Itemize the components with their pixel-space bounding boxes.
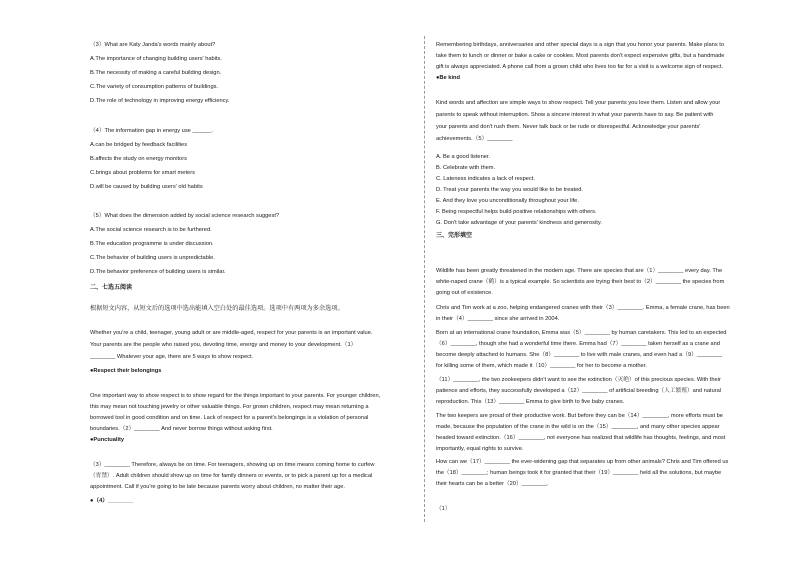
cloze-p6-line-3: their hearts can be a better（20）________. — [436, 481, 549, 487]
question-3-option-c: C.The variety of consumption patterns of buildings. — [90, 84, 219, 90]
question-4-option-b: B.affects the study on energy monitors — [90, 156, 187, 162]
belongings-line-3: borrowed tool in good condition and on time. Lack of respect for a parent's belongings is a violation of personal — [90, 415, 369, 421]
option-a: A. Be a good listener. — [436, 154, 491, 160]
cloze-p3-line-1: Born at an international crane foundation, Emma was（5）________ by human caretakers. This led to an expected — [436, 330, 727, 336]
question-5-option-d: D.The behavior preference of building users is similar. — [90, 269, 226, 275]
question-5-option-a: A.The social science research is to be furthered. — [90, 227, 212, 233]
question-3-option-a: A.The importance of changing building users' habits. — [90, 56, 222, 62]
right-column — [436, 0, 770, 562]
question-5-option-c: C.The behavior of building users is unpredictable. — [90, 255, 215, 261]
option-c: C. Lateness indicates a lack of respect. — [436, 176, 535, 182]
left-column — [90, 0, 410, 562]
passage-intro-line-2: Your parents are the people who raised you, devoting time, energy and money to your development.（1） — [90, 342, 357, 348]
passage-intro-line-3: ________ Whatever your age, there are 5 ways to show respect. — [90, 354, 254, 360]
punctuality-line-2: （宵禁）. Adult children should show up on time for family dinners or events, or to pick a parent up for a medical — [90, 473, 373, 479]
cloze-p6-line-2: the（18）________; human beings took it for granted that their（19）________ held all the solutions, but maybe — [436, 470, 722, 476]
cloze-question-1: （1） — [436, 506, 451, 512]
cloze-p5-line-2: made, because the population of the crane in the wild is on the（15）________, and many other species appear — [436, 424, 720, 430]
cloze-p4-line-1: （11）________, the two zookeepers didn't want to see the extinction（灭绝）of this precious species. With their — [436, 377, 721, 383]
option-b: B. Celebrate with them. — [436, 165, 496, 171]
belongings-line-1: One important way to show respect is to show regard for the things important to your parents. For younger children, — [90, 393, 381, 399]
heading-punctuality: ●Punctuality — [90, 437, 125, 443]
special-days-line-1: Remembering birthdays, anniversaries and other special days is a sign that you honor your parents. Make plans to — [436, 42, 725, 48]
question-4-option-a: A.can be bridged by feedback facilities — [90, 142, 188, 148]
heading-blank-4: ●（4）________ — [90, 498, 134, 504]
question-5-option-b: B.The education programme is under discussion. — [90, 241, 214, 247]
question-4-stem: （4）The information gap in energy use ______. — [90, 128, 213, 134]
special-days-line-2: take them to lunch or dinner or bake a cake or cookies. Most parents don't expect expensive gifts, but a handmade — [436, 53, 725, 59]
column-divider — [424, 36, 425, 522]
punctuality-line-3: appointment. Call if you're going to be late because parents worry about children, no matter their age. — [90, 484, 345, 490]
option-e: E. And they love you unconditionally throughout your life. — [436, 198, 579, 204]
cloze-p2-line-1: Chris and Tim work at a zoo, helping endangered cranes with their（3）________. Emma, a female crane, has been — [436, 305, 730, 311]
belongings-line-2: this may mean not touching jewelry or other valuable things. For grown children, respect may mean returning a — [90, 404, 369, 410]
cloze-p2-line-2: in their（4）________ since she arrived in 2004. — [436, 316, 560, 322]
cloze-p1-line-1: Wildlife has been greatly threatened in the modern age. There are species that are（1）________ every day. The — [436, 268, 723, 274]
cloze-p1-line-2: white-naped crane（鹤）is a typical example. So scientists are trying their best to（2）________ the species from — [436, 279, 725, 285]
question-4-option-c: C.brings about problems for smart meters — [90, 170, 195, 176]
cloze-p1-line-3: going out of existence. — [436, 290, 493, 296]
question-4-option-d: D.will be caused by building users' old habits — [90, 184, 203, 190]
section-title-cloze: 三、完形填空 — [436, 232, 473, 239]
kind-line-2: parents to speak without interruption. Show a sincere interest in what your parents have to say. Be patient with — [436, 112, 714, 118]
kind-line-4: achievements.（5）________ — [436, 136, 513, 142]
special-days-line-3: gift is always appreciated. A phone call from a grown child who lives too far for a visit is a welcome sign of respect. — [436, 64, 724, 70]
option-g: G. Don't take advantage of your parents' kindness and generosity. — [436, 220, 602, 226]
punctuality-line-1: （3）________ Therefore, always be on time. For teenagers, showing up on time means coming home to curfew — [90, 462, 375, 468]
cloze-p6-line-1: How can we（17）________ the ever-widening gap that separates up from other animals? Chris and Tim offered us — [436, 459, 729, 465]
question-3-option-b: B.The necessity of making a careful building design. — [90, 70, 222, 76]
cloze-p4-line-3: reproduction. This（13）________ Emma to give birth to five baby cranes. — [436, 399, 625, 405]
heading-be-kind: ●Be kind — [436, 75, 460, 81]
question-3-option-d: D.The role of technology in improving energy efficiency. — [90, 98, 230, 104]
heading-respect-belongings: ●Respect their belongings — [90, 368, 162, 374]
passage-intro-line-1: Whether you're a child, teenager, young adult or are middle-aged, respect for your parents is an important value. — [90, 330, 373, 336]
cloze-p3-line-4: for killing some of them, which made it（10）________ for her to become a mother. — [436, 363, 647, 369]
option-d: D. Treat your parents the way you would like to be treated. — [436, 187, 584, 193]
cloze-p5-line-4: importantly, equal rights to survive. — [436, 446, 524, 452]
option-f: F. Being respectful helps build positive relationships with others. — [436, 209, 597, 215]
cloze-p5-line-1: The two keepers are proud of their productive work. But before they can be（14）________, more efforts must be — [436, 413, 723, 419]
kind-line-3: your parents and don't rush them. Never talk back or be rude or disrespectful. Acknowledge your parents' — [436, 124, 701, 130]
section-instruction: 根据短文内容，从短文后的选项中选出能填入空白处的最佳选项。选项中有两项为多余选项。 — [90, 305, 344, 312]
belongings-line-4: boundaries.（2）________ And never borrow things without asking first. — [90, 426, 273, 432]
cloze-p5-line-3: headed toward extinction.（16）________, not everyone has realized that wildlife has thoughts, feelings, and most — [436, 435, 726, 441]
question-3-stem: （3）What are Katy Janda's words mainly about? — [90, 42, 216, 48]
question-5-stem: （5）What does the dimension added by social science research suggest? — [90, 213, 280, 219]
kind-line-1: Kind words and affection are simple ways to show respect. Tell your parents you love them. Listen and allow your — [436, 100, 721, 106]
cloze-p3-line-2: （6）________, though she had a wonderful time there. Emma had（7）________ taken herself as a crane and — [436, 341, 720, 347]
cloze-p4-line-2: patience and efforts, they successfully developed a（12）________ of artificial breeding（人工繁殖）and natural — [436, 388, 722, 394]
cloze-p3-line-3: become deeply attached to humans. She（8）________ to live with male cranes, and even had a（9）________ — [436, 352, 723, 358]
section-title-seven-choose-five: 二、七选五阅读 — [90, 284, 133, 291]
